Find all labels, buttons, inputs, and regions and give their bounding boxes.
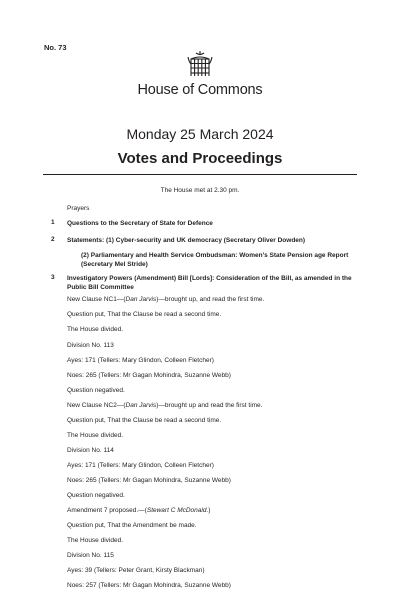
proceeding-line: Ayes: 171 (Tellers: Mary Glindon, Colleen Fletcher) bbox=[67, 357, 214, 364]
item-heading: Investigatory Powers (Amendment) Bill [Lords]: Consideration of the Bill, as amended in the Public Bill Committee bbox=[67, 275, 352, 291]
prayers-label: Prayers bbox=[67, 205, 90, 212]
item-heading: Statements: (1) Cyber-security and UK democracy (Secretary Oliver Dowden) bbox=[67, 237, 306, 244]
proceeding-line: Noes: 265 (Tellers: Mr Gagan Mohindra, Suzanne Webb) bbox=[67, 477, 231, 484]
issue-number: No. 73 bbox=[44, 43, 67, 52]
proceeding-line: New Clause NC1—(Dan Jarvis)—brought up, and read the first time. bbox=[67, 296, 265, 303]
proceeding-line: Ayes: 171 (Tellers: Mary Glindon, Colleen Fletcher) bbox=[67, 462, 214, 469]
proceeding-line: Ayes: 39 (Tellers: Peter Grant, Kirsty Blackman) bbox=[67, 567, 205, 574]
proceeding-line: Question negatived. bbox=[67, 387, 125, 394]
proceeding-line: Question negatived. bbox=[67, 492, 125, 499]
item-subheading: (2) Parliamentary and Health Service Ombudsman: Women’s State Pension age Report (Secretary Mel Stride) bbox=[81, 252, 349, 268]
title-divider bbox=[43, 174, 357, 175]
proceeding-line: Noes: 257 (Tellers: Mr Gagan Mohindra, Suzanne Webb) bbox=[67, 582, 231, 589]
proceeding-line: New Clause NC2—(Dan Jarvis)—brought up and read the first time. bbox=[67, 402, 263, 409]
item-heading: Questions to the Secretary of State for Defence bbox=[67, 220, 213, 227]
item-number: 1 bbox=[51, 219, 55, 226]
document-title: Votes and Proceedings bbox=[117, 150, 283, 167]
portcullis-icon bbox=[187, 50, 213, 80]
proceeding-line: Amendment 7 proposed.—(Stewart C McDonald.) bbox=[67, 507, 211, 514]
item-number: 3 bbox=[51, 274, 55, 281]
proceeding-line: Division No. 113 bbox=[67, 342, 114, 349]
item-number: 2 bbox=[51, 236, 55, 243]
proceeding-line: Noes: 265 (Tellers: Mr Gagan Mohindra, Suzanne Webb) bbox=[67, 372, 231, 379]
sitting-date: Monday 25 March 2024 bbox=[126, 126, 274, 142]
proceeding-line: Question put, That the Clause be read a second time. bbox=[67, 311, 222, 318]
proceeding-line: Question put, That the Amendment be made. bbox=[67, 522, 197, 529]
proceeding-line: The House divided. bbox=[67, 326, 124, 333]
house-name: House of Commons bbox=[137, 82, 263, 98]
proceeding-line: The House divided. bbox=[67, 432, 124, 439]
proceeding-line: Question put, That the Clause be read a second time. bbox=[67, 417, 222, 424]
proceeding-line: The House divided. bbox=[67, 537, 124, 544]
proceeding-line: Division No. 115 bbox=[67, 552, 114, 559]
sitting-time: The House met at 2.30 pm. bbox=[160, 187, 240, 194]
proceeding-line: Division No. 114 bbox=[67, 447, 114, 454]
